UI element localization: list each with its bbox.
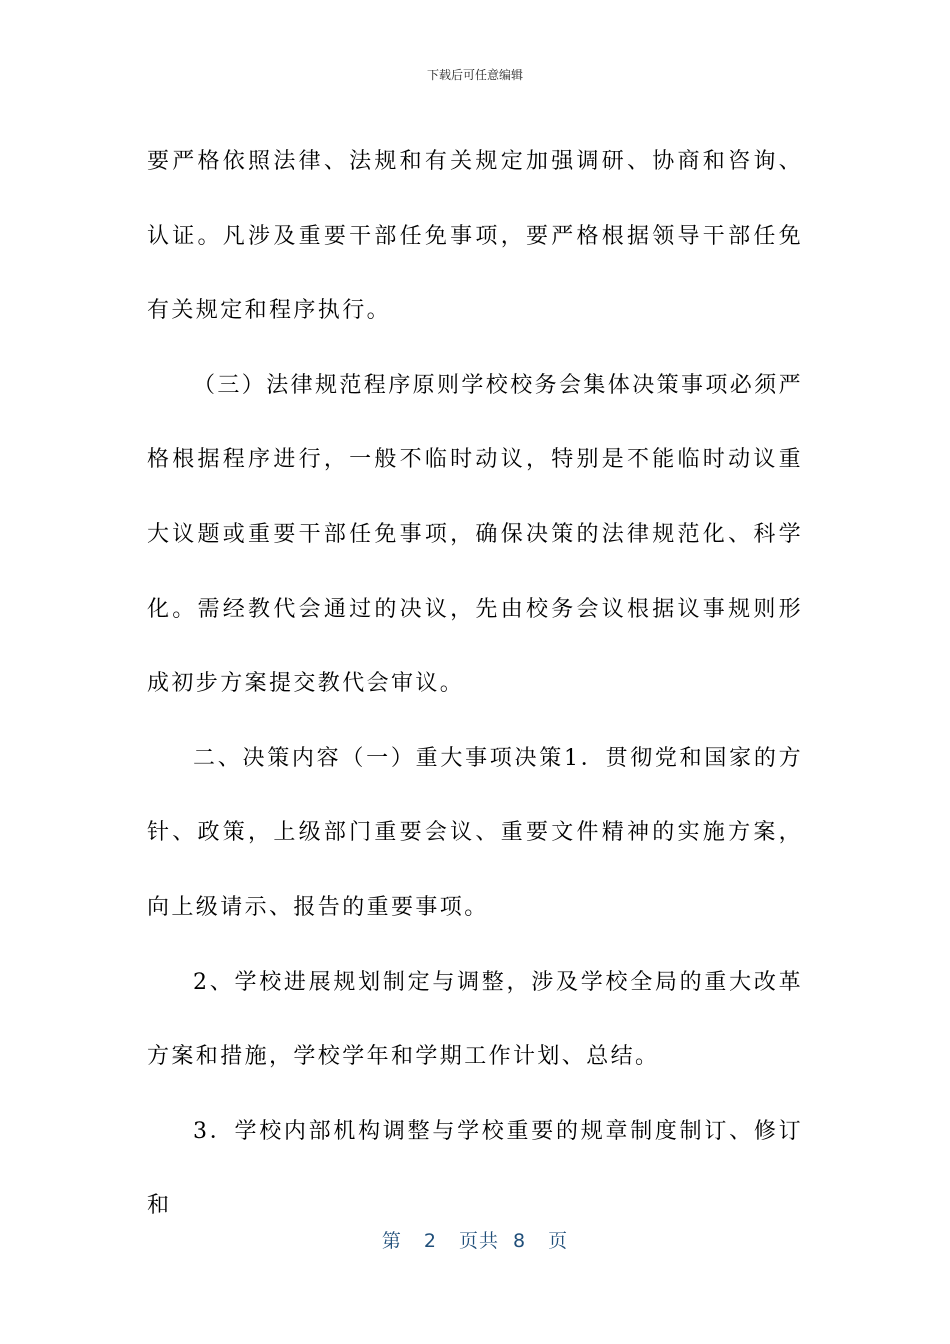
footer-middle: 页共 <box>458 1230 499 1252</box>
paragraph-2: （三）法律规范程序原则学校校务会集体决策事项必须严格根据程序进行，一般不临时动议，特别是不能临时动议重大议题或重要干部任免事项，确保决策的法律规范化、科学化。需经教代会通过的决议，先由校务会议根据议事规则形成初步方案提交教代会审议。 <box>147 372 804 697</box>
footer-prefix: 第 <box>381 1230 402 1252</box>
page-footer <box>0 1226 950 1253</box>
document-body <box>147 125 803 1244</box>
total-pages-number: 8 <box>513 1230 527 1252</box>
paragraph-4: 2、学校进展规划制定与调整，涉及学校全局的重大改革方案和措施，学校学年和学期工作计划、总结。 <box>147 969 803 1070</box>
paragraph-3: 二、决策内容（一）重大事项决策1．贯彻党和国家的方针、政策，上级部门重要会议、重要文件精神的实施方案，向上级请示、报告的重要事项。 <box>147 745 803 920</box>
header-note: 下载后可任意编辑 <box>426 68 523 82</box>
paragraph-1: 要严格依照法律、法规和有关规定加强调研、协商和咨询、认证。凡涉及重要干部任免事项，要严格根据领导干部任免有关规定和程序执行。 <box>147 149 803 324</box>
paragraph-5: 3．学校内部机构调整与学校重要的规章制度制订、修订和 <box>147 1118 803 1219</box>
current-page-number: 2 <box>423 1230 437 1252</box>
footer-suffix: 页 <box>548 1230 569 1252</box>
